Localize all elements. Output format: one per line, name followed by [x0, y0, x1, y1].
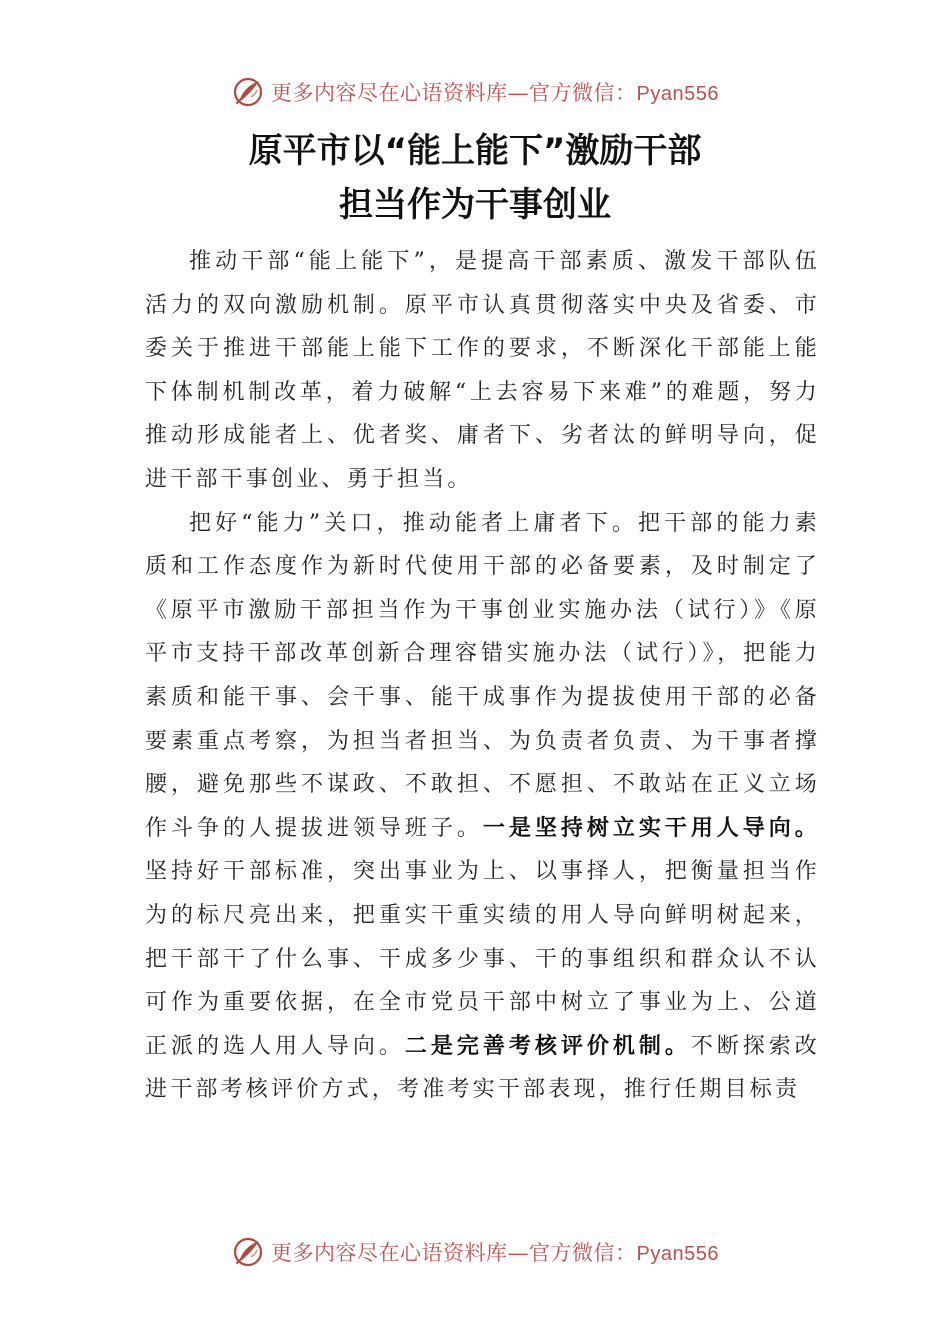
- footer-banner: [0, 1232, 950, 1272]
- heading-point-one: 一是坚持树立实干用人导向。: [482, 815, 820, 841]
- point-two-text: 不断探索改进干部考核评价方式，考准考实干部表现，推行任期目标责: [145, 1033, 820, 1103]
- page-title-line-2: 担当作为干事创业: [339, 185, 611, 225]
- paragraph-intro: 推动干部“能上能下”，是提高干部素质、激发干部队伍活力的双向激励机制。原平市认真贯彻落实中央及省委、市委关于推进干部能上能下工作的要求，不断深化干部能上能下体制机制改革，着力破解“上去容易下来难”的难题，努力推动形成能者上、优者奖、庸者下、劣者汰的鲜明导向，促进干部干事创业、勇于担当。: [145, 249, 820, 492]
- wechat-id: Pyan556: [636, 1243, 719, 1265]
- wechat-id: Pyan556: [636, 83, 719, 105]
- paragraph-ability: [145, 502, 820, 1112]
- leaf-seal-logo-icon: [231, 1235, 265, 1269]
- heading-point-two: 二是完善考核评价机制。: [404, 1033, 691, 1059]
- header-banner: [0, 72, 950, 112]
- banner-text: 更多内容尽在心语资料库—官方微信：Pyan556: [271, 81, 719, 105]
- leaf-seal-logo-icon: [231, 75, 265, 109]
- page-title-line-1: 原平市以“能上能下”激励干部: [248, 131, 702, 171]
- paragraph-ability-text: 把好“能力”关口，推动能者上庸者下。把干部的能力素质和工作态度作为新时代使用干部的必备要素，及时制定了《原平市激励干部担当作为干事创业实施办法（试行）》《原平市支持干部改革创新合理容错实施办法（试行）》，把能力素质和能干事、会干事、能干成事作为提拔使用干部的必备要素重点考察，为担当者担当、为负责者负责、为干事者撑腰，避免那些不谋政、不敢担、不愿担、不敢站在正义立场作斗争的人提拔进领导班子。: [145, 510, 820, 841]
- banner-text: 更多内容尽在心语资料库—官方微信：Pyan556: [271, 1241, 719, 1265]
- document-body: [145, 240, 820, 1112]
- point-one-text: 坚持好干部标准，突出事业为上、以事择人，把衡量担当作为的标尺亮出来，把重实干重实绩的用人导向鲜明树起来，把干部干了什么事、干成多少事、干的事组织和群众认不认可作为重要依据，在全市党员干部中树立了事业为上、公道正派的选人用人导向。: [145, 859, 820, 1059]
